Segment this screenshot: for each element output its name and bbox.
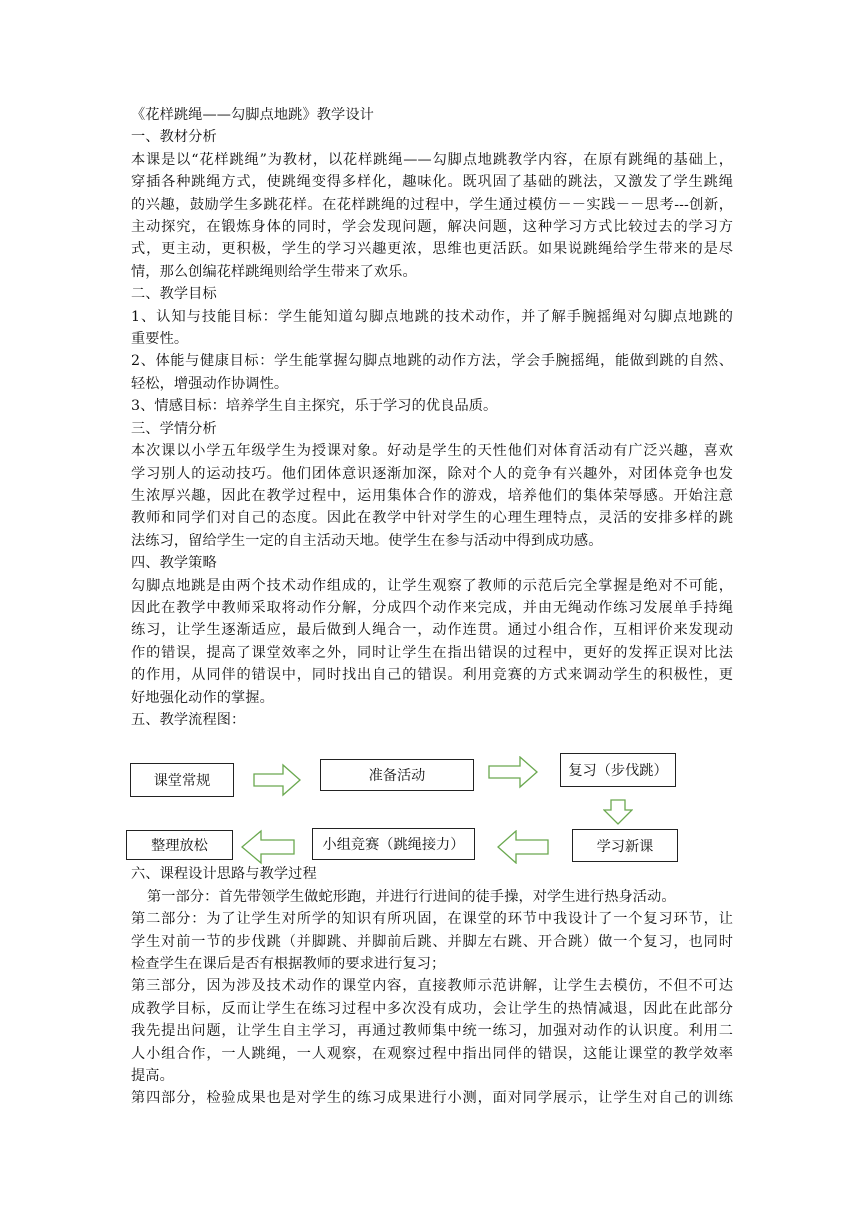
flow-box-learn-new-lesson: 学习新课	[572, 829, 678, 862]
paragraph-line: 1、认知与技能目标：学生能知道勾脚点地跳的技术动作，并了解手腕摇绳对勾脚点地跳的	[131, 308, 733, 325]
paragraph-line: 的作用，从同伴的错误中，同时找出自己的错误。利用竞赛的方式来调动学生的积极性，更	[131, 667, 733, 684]
flow-box-warmup: 准备活动	[320, 759, 474, 791]
section-heading-textbook-analysis: 一、教材分析	[131, 129, 217, 146]
document-title: 《花样跳绳——勾脚点地跳》教学设计	[131, 107, 374, 123]
paragraph-line: 生浓厚兴趣，因此在教学过程中，运用集体合作的游戏，培养他们的集体荣辱感。开始注意	[131, 487, 733, 504]
paragraph-line: 的兴趣，鼓励学生多跳花样。在花样跳绳的过程中，学生通过模仿－－实践－－思考---创新，	[131, 196, 733, 213]
paragraph-line: 主动探究，在锻炼身体的同时，学会发现问题，解决问题，这种学习方式比较过去的学习方	[131, 219, 733, 236]
paragraph-line: 3、情感目标：培养学生自主探究，乐于学习的优良品质。	[131, 398, 498, 415]
paragraph-line: 本次课以小学五年级学生为授课对象。好动是学生的天性他们对体育活动有广泛兴趣，喜欢	[131, 443, 733, 460]
paragraph-line: 学习别人的运动技巧。他们团体意识逐渐加深，除对个人的竞争有兴趣外，对团体竞争也发	[131, 465, 733, 482]
left-arrow-icon	[241, 829, 295, 865]
section-heading-teaching-goals: 二、教学目标	[131, 286, 217, 303]
flow-box-cool-down: 整理放松	[126, 830, 233, 860]
paragraph-line: 第三部分，因为涉及技术动作的课堂内容，直接教师示范讲解，让学生去模仿，不但不可达	[131, 978, 733, 995]
paragraph-line: 式，更主动，更积极，学生的学习兴趣更浓，思维也更活跃。如果说跳绳给学生带来的是尽	[131, 241, 733, 258]
paragraph-line: 轻松，增强动作协调性。	[131, 375, 289, 392]
left-arrow-icon	[497, 830, 549, 864]
paragraph-line: 穿插各种跳绳方式，使跳绳变得多样化，趣味化。既巩固了基础的跳法，又激发了学生跳绳	[131, 174, 733, 191]
section-heading-course-design: 六、课程设计思路与教学过程	[131, 866, 317, 883]
paragraph-line: 学生对前一节的步伐跳（并脚跳、并脚前后跳、并脚左右跳、开合跳）做一个复习，也同时	[131, 933, 733, 950]
paragraph-line: 第一部分：首先带领学生做蛇形跑，并进行行进间的徒手操，对学生进行热身活动。	[147, 888, 676, 905]
down-arrow-icon	[603, 799, 633, 825]
paragraph-line: 第四部分，检验成果也是对学生的练习成果进行小测，面对同学展示，让学生对自己的训练	[131, 1090, 733, 1107]
section-heading-teaching-strategy: 四、教学策略	[131, 555, 217, 572]
flow-box-class-routine: 课堂常规	[130, 763, 234, 797]
paragraph-line: 重要性。	[131, 331, 189, 348]
paragraph-line: 教师和同学们对自己的态度。因此在教学中针对学生的心理生理特点，灵活的安排多样的跳	[131, 510, 733, 527]
paragraph-line: 作的错误，提高了课堂效率之外，同时让学生在指出错误的过程中，更好的发挥正误对比法	[131, 644, 733, 661]
paragraph-line: 第二部分：为了让学生对所学的知识有所巩固，在课堂的环节中我设计了一个复习环节，让	[131, 911, 733, 928]
flow-box-group-competition: 小组竞赛（跳绳接力）	[312, 828, 475, 860]
paragraph-line: 检查学生在课后是否有根据教师的要求进行复习；	[131, 956, 446, 972]
paragraph-line: 本课是以“花样跳绳”为教材，以花样跳绳——勾脚点地跳教学内容，在原有跳绳的基础上，	[131, 151, 733, 168]
paragraph-line: 练习，让学生逐渐适应，最后做到人绳合一，动作连贯。通过小组合作，互相评价来发现动	[131, 622, 733, 639]
paragraph-line: 因此在教学中教师采取将动作分解，分成四个动作来完成，并由无绳动作练习发展单手持绳	[131, 599, 733, 616]
paragraph-line: 好地强化动作的掌握。	[131, 689, 274, 706]
section-heading-student-analysis: 三、学情分析	[131, 420, 217, 437]
document-body	[131, 104, 733, 1110]
flow-box-review-step-jump: 复习（步伐跳）	[560, 753, 676, 787]
section-heading-flowchart: 五、教学流程图：	[131, 711, 246, 728]
paragraph-line: 提高。	[131, 1068, 174, 1085]
right-arrow-icon	[253, 763, 301, 797]
teaching-flowchart	[131, 731, 733, 867]
paragraph-line: 成教学目标，反而让学生在练习过程中多次没有成功，会让学生的热情减退，因此在此部分	[131, 1000, 733, 1017]
paragraph-line: 我先提出问题，让学生自主学习，再通过教师集中统一练习，加强对动作的认识度。利用二	[131, 1023, 733, 1040]
paragraph-line: 勾脚点地跳是由两个技术动作组成的，让学生观察了教师的示范后完全掌握是绝对不可能，	[131, 577, 733, 594]
paragraph-line: 法练习，留给学生一定的自主活动天地。使学生在参与活动中得到成功感。	[131, 532, 603, 549]
paragraph-line: 人小组合作，一人跳绳，一人观察，在观察过程中指出同伴的错误，这能让课堂的教学效率	[131, 1045, 733, 1062]
paragraph-line: 情，那么创编花样跳绳则给学生带来了欢乐。	[131, 263, 417, 280]
right-arrow-icon	[488, 756, 538, 790]
paragraph-line: 2、体能与健康目标：学生能掌握勾脚点地跳的动作方法，学会手腕摇绳，能做到跳的自然、	[131, 353, 733, 370]
